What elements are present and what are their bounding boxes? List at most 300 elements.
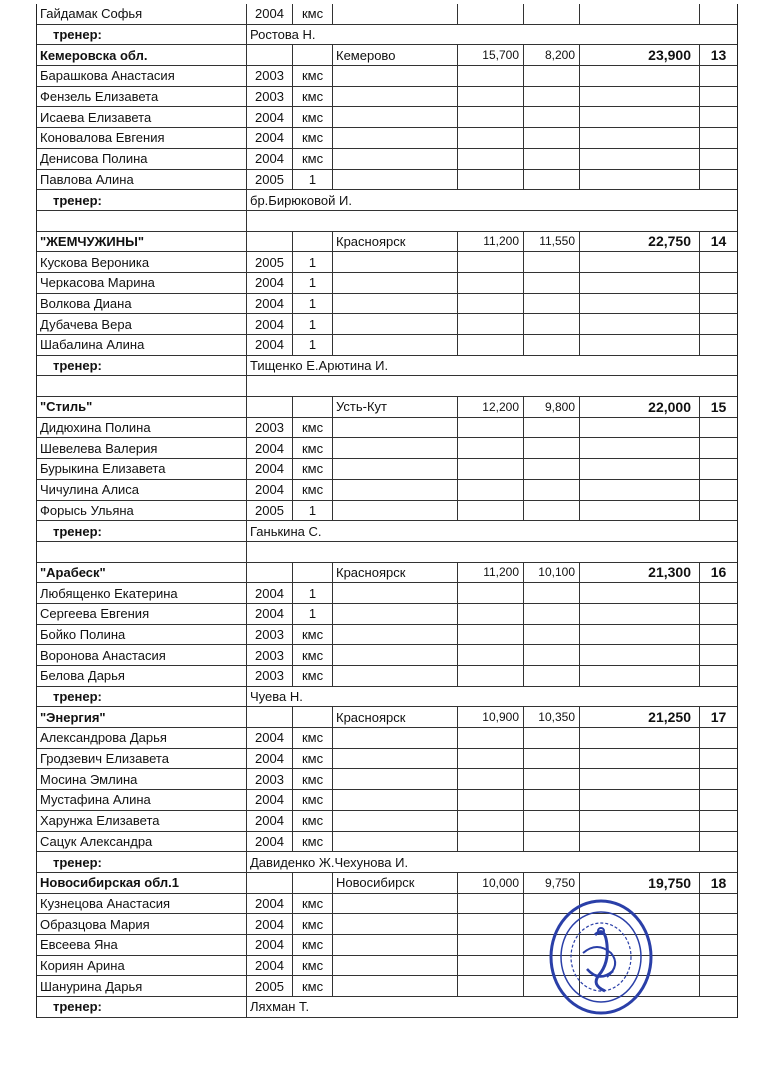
city-cell — [333, 811, 458, 831]
score1-cell — [458, 935, 524, 955]
score-2: 9,800 — [524, 397, 580, 417]
sport-rank: кмс — [293, 832, 333, 852]
sport-rank: кмс — [293, 625, 333, 645]
team-city: Красноярск — [333, 563, 458, 583]
athlete-name: Чичулина Алиса — [37, 480, 247, 500]
score1-cell — [458, 583, 524, 603]
score2-cell — [524, 4, 580, 24]
place-cell — [700, 438, 737, 458]
place-cell — [700, 914, 737, 934]
score2-cell — [524, 790, 580, 810]
athlete-name: Барашкова Анастасия — [37, 66, 247, 86]
score2-cell — [524, 604, 580, 624]
athlete-name: Исаева Елизавета — [37, 107, 247, 127]
athlete-row — [37, 769, 737, 790]
score1-cell — [458, 438, 524, 458]
birth-year: 2004 — [247, 935, 293, 955]
sport-rank: кмс — [293, 107, 333, 127]
score1-cell — [458, 625, 524, 645]
score2-cell — [524, 438, 580, 458]
total-cell — [580, 252, 700, 272]
birth-year: 2004 — [247, 128, 293, 148]
total-cell — [580, 728, 700, 748]
score1-cell — [458, 501, 524, 521]
city-cell — [333, 480, 458, 500]
score1-cell — [458, 294, 524, 314]
sport-rank: кмс — [293, 149, 333, 169]
place-cell — [700, 935, 737, 955]
place-cell — [700, 294, 737, 314]
place-cell — [700, 769, 737, 789]
athlete-row — [37, 832, 737, 853]
coach-row — [37, 190, 737, 211]
sport-rank: кмс — [293, 976, 333, 996]
total-cell — [580, 294, 700, 314]
score1-cell — [458, 769, 524, 789]
place-cell — [700, 501, 737, 521]
coach-label: тренер: — [37, 25, 247, 45]
sport-rank: кмс — [293, 128, 333, 148]
team-name: Кемеровска обл. — [37, 45, 247, 65]
total-score: 19,750 — [580, 873, 700, 893]
sport-rank: 1 — [293, 335, 333, 355]
city-cell — [333, 790, 458, 810]
score1-cell — [458, 894, 524, 914]
total-cell — [580, 480, 700, 500]
rank-cell — [293, 707, 333, 727]
place-cell — [700, 480, 737, 500]
birth-year: 2005 — [247, 252, 293, 272]
score1-cell — [458, 832, 524, 852]
birth-year: 2004 — [247, 273, 293, 293]
place-cell — [700, 149, 737, 169]
city-cell — [333, 832, 458, 852]
athlete-row — [37, 604, 737, 625]
results-table — [36, 4, 738, 1018]
athlete-row — [37, 273, 737, 294]
score1-cell — [458, 645, 524, 665]
athlete-row — [37, 335, 737, 356]
score1-cell — [458, 273, 524, 293]
sport-rank: кмс — [293, 894, 333, 914]
city-cell — [333, 294, 458, 314]
city-cell — [333, 749, 458, 769]
athlete-name: Воронова Анастасия — [37, 645, 247, 665]
blank-row — [37, 376, 737, 397]
score2-cell — [524, 625, 580, 645]
score2-cell — [524, 501, 580, 521]
blank-row — [37, 542, 737, 563]
athlete-name: Любященко Екатерина — [37, 583, 247, 603]
score-2: 11,550 — [524, 232, 580, 252]
city-cell — [333, 666, 458, 686]
coach-row — [37, 25, 737, 46]
sport-rank: 1 — [293, 501, 333, 521]
team-name: "Арабеск" — [37, 563, 247, 583]
blank-cell — [247, 542, 737, 562]
place-cell — [700, 335, 737, 355]
sport-rank: кмс — [293, 418, 333, 438]
athlete-row — [37, 645, 737, 666]
place-cell — [700, 625, 737, 645]
city-cell — [333, 583, 458, 603]
sport-rank: кмс — [293, 790, 333, 810]
city-cell — [333, 894, 458, 914]
sport-rank: 1 — [293, 273, 333, 293]
sport-rank: кмс — [293, 914, 333, 934]
athlete-row — [37, 583, 737, 604]
score1-cell — [458, 666, 524, 686]
score-1: 11,200 — [458, 563, 524, 583]
score1-cell — [458, 459, 524, 479]
coach-name: Тищенко Е.Арютина И. — [250, 358, 389, 374]
athlete-row — [37, 87, 737, 108]
city-cell — [333, 645, 458, 665]
place-cell — [700, 87, 737, 107]
athlete-name: Шабалина Алина — [37, 335, 247, 355]
total-cell — [580, 87, 700, 107]
score-1: 15,700 — [458, 45, 524, 65]
athlete-name: Дубачева Вера — [37, 314, 247, 334]
athlete-name: Волкова Диана — [37, 294, 247, 314]
score2-cell — [524, 749, 580, 769]
athlete-name: Дидюхина Полина — [37, 418, 247, 438]
score2-cell — [524, 583, 580, 603]
place-cell — [700, 107, 737, 127]
athlete-row — [37, 170, 737, 191]
coach-label: тренер: — [37, 997, 247, 1017]
sport-rank: кмс — [293, 956, 333, 976]
coach-name: Чуева Н. — [250, 689, 303, 705]
score1-cell — [458, 128, 524, 148]
score1-cell — [458, 4, 524, 24]
total-cell — [580, 170, 700, 190]
total-cell — [580, 769, 700, 789]
birth-year: 2004 — [247, 438, 293, 458]
score-2: 10,350 — [524, 707, 580, 727]
score1-cell — [458, 87, 524, 107]
athlete-row — [37, 459, 737, 480]
city-cell — [333, 87, 458, 107]
coach-name: Ганькина С. — [250, 523, 322, 539]
place-cell — [700, 832, 737, 852]
birth-year: 2004 — [247, 956, 293, 976]
city-cell — [333, 728, 458, 748]
place: 14 — [710, 233, 727, 250]
score1-cell — [458, 66, 524, 86]
city-cell — [333, 976, 458, 996]
score1-cell — [458, 314, 524, 334]
place-cell — [700, 418, 737, 438]
athlete-name: Коновалова Евгения — [37, 128, 247, 148]
place-cell — [700, 170, 737, 190]
total-cell — [580, 625, 700, 645]
score2-cell — [524, 66, 580, 86]
score2-cell — [524, 273, 580, 293]
athlete-name: Кузнецова Анастасия — [37, 894, 247, 914]
place-cell — [700, 790, 737, 810]
score1-cell — [458, 335, 524, 355]
coach-name: Давиденко Ж.Чехунова И. — [250, 854, 409, 870]
team-name: Новосибирская обл.1 — [37, 873, 247, 893]
sport-rank: 1 — [293, 604, 333, 624]
blank-row — [37, 211, 737, 232]
total-cell — [580, 459, 700, 479]
blank-cell — [37, 542, 247, 562]
score1-cell — [458, 170, 524, 190]
athlete-row — [37, 728, 737, 749]
total-cell — [580, 107, 700, 127]
city-cell — [333, 935, 458, 955]
total-cell — [580, 335, 700, 355]
coach-label: тренер: — [37, 852, 247, 872]
athlete-name: Образцова Мария — [37, 914, 247, 934]
total-cell — [580, 749, 700, 769]
rank-cell — [293, 397, 333, 417]
athlete-row — [37, 149, 737, 170]
score2-cell — [524, 418, 580, 438]
total-score: 21,250 — [580, 707, 700, 727]
athlete-row — [37, 501, 737, 522]
score1-cell — [458, 604, 524, 624]
total-score: 21,300 — [580, 563, 700, 583]
team-city: Красноярск — [333, 707, 458, 727]
city-cell — [333, 335, 458, 355]
athlete-name: Бойко Полина — [37, 625, 247, 645]
sport-rank: кмс — [293, 728, 333, 748]
city-cell — [333, 314, 458, 334]
place-cell — [700, 4, 737, 24]
total-cell — [580, 583, 700, 603]
coach-label: тренер: — [37, 356, 247, 376]
athlete-name: Евсеева Яна — [37, 935, 247, 955]
athlete-name: Шевелева Валерия — [37, 438, 247, 458]
score1-cell — [458, 252, 524, 272]
city-cell — [333, 438, 458, 458]
sport-rank: кмс — [293, 645, 333, 665]
team-name: "ЖЕМЧУЖИНЫ" — [37, 232, 247, 252]
score2-cell — [524, 149, 580, 169]
place-cell — [700, 728, 737, 748]
athlete-row — [37, 749, 737, 770]
score2-cell — [524, 480, 580, 500]
team-row — [37, 397, 737, 418]
birth-year: 2004 — [247, 749, 293, 769]
team-name: "Стиль" — [37, 397, 247, 417]
coach-row — [37, 852, 737, 873]
birth-year: 2004 — [247, 604, 293, 624]
coach-label: тренер: — [37, 687, 247, 707]
birth-year: 2004 — [247, 914, 293, 934]
score2-cell — [524, 128, 580, 148]
score2-cell — [524, 170, 580, 190]
athlete-name: Форысь Ульяна — [37, 501, 247, 521]
sport-rank: кмс — [293, 459, 333, 479]
team-city: Новосибирск — [333, 873, 458, 893]
total-cell — [580, 645, 700, 665]
score2-cell — [524, 294, 580, 314]
sport-rank: кмс — [293, 4, 333, 24]
score1-cell — [458, 811, 524, 831]
score1-cell — [458, 914, 524, 934]
birth-year: 2004 — [247, 459, 293, 479]
rank-cell — [293, 232, 333, 252]
sport-rank: кмс — [293, 749, 333, 769]
place: 16 — [710, 564, 727, 581]
coach-label: тренер: — [37, 190, 247, 210]
place-cell — [700, 666, 737, 686]
score2-cell — [524, 728, 580, 748]
athlete-row — [37, 252, 737, 273]
total-cell — [580, 501, 700, 521]
team-row — [37, 232, 737, 253]
athlete-name: Сергеева Евгения — [37, 604, 247, 624]
city-cell — [333, 956, 458, 976]
score1-cell — [458, 790, 524, 810]
birth-year: 2004 — [247, 107, 293, 127]
city-cell — [333, 418, 458, 438]
coach-name: Ляхман Т. — [250, 999, 310, 1015]
sport-rank: кмс — [293, 811, 333, 831]
birth-year: 2004 — [247, 294, 293, 314]
coach-name: Ростова Н. — [250, 27, 316, 43]
athlete-row — [37, 811, 737, 832]
athlete-name: Гродзевич Елизавета — [37, 749, 247, 769]
athlete-row — [37, 438, 737, 459]
athlete-name: Бурыкина Елизавета — [37, 459, 247, 479]
score2-cell — [524, 769, 580, 789]
total-cell — [580, 790, 700, 810]
score1-cell — [458, 976, 524, 996]
place-cell — [700, 604, 737, 624]
total-cell — [580, 4, 700, 24]
sport-rank: 1 — [293, 170, 333, 190]
total-cell — [580, 273, 700, 293]
place-cell — [700, 583, 737, 603]
birth-year: 2003 — [247, 645, 293, 665]
year-cell — [247, 45, 293, 65]
place: 13 — [710, 47, 727, 64]
score2-cell — [524, 832, 580, 852]
score2-cell — [524, 666, 580, 686]
birth-year: 2004 — [247, 314, 293, 334]
score2-cell — [524, 811, 580, 831]
city-cell — [333, 604, 458, 624]
athlete-row — [37, 107, 737, 128]
athlete-row — [37, 625, 737, 646]
year-cell — [247, 232, 293, 252]
sport-rank: 1 — [293, 314, 333, 334]
team-name: "Энергия" — [37, 707, 247, 727]
score-2: 8,200 — [524, 45, 580, 65]
team-row — [37, 707, 737, 728]
athlete-row — [37, 294, 737, 315]
birth-year: 2003 — [247, 66, 293, 86]
team-row — [37, 563, 737, 584]
team-row — [37, 45, 737, 66]
birth-year: 2004 — [247, 832, 293, 852]
birth-year: 2004 — [247, 4, 293, 24]
athlete-name: Денисова Полина — [37, 149, 247, 169]
sport-rank: кмс — [293, 666, 333, 686]
score2-cell — [524, 87, 580, 107]
score2-cell — [524, 459, 580, 479]
athlete-row — [37, 66, 737, 87]
blank-cell — [37, 211, 247, 231]
birth-year: 2003 — [247, 625, 293, 645]
score1-cell — [458, 149, 524, 169]
city-cell — [333, 273, 458, 293]
year-cell — [247, 873, 293, 893]
coach-row — [37, 687, 737, 708]
sport-rank: кмс — [293, 66, 333, 86]
total-cell — [580, 438, 700, 458]
place: 15 — [710, 398, 727, 415]
place: 18 — [710, 874, 727, 891]
team-city: Кемерово — [333, 45, 458, 65]
athlete-name: Шанурина Дарья — [37, 976, 247, 996]
place-cell — [700, 273, 737, 293]
blank-cell — [247, 211, 737, 231]
score1-cell — [458, 728, 524, 748]
score1-cell — [458, 480, 524, 500]
place-cell — [700, 459, 737, 479]
total-cell — [580, 314, 700, 334]
city-cell — [333, 252, 458, 272]
birth-year: 2004 — [247, 894, 293, 914]
athlete-name: Фензель Елизавета — [37, 87, 247, 107]
score-2: 10,100 — [524, 563, 580, 583]
score-1: 12,200 — [458, 397, 524, 417]
athlete-name: Белова Дарья — [37, 666, 247, 686]
sport-rank: 1 — [293, 583, 333, 603]
score-2: 9,750 — [524, 873, 580, 893]
athlete-name: Сацук Александра — [37, 832, 247, 852]
place-cell — [700, 956, 737, 976]
total-cell — [580, 666, 700, 686]
coach-row — [37, 356, 737, 377]
birth-year: 2003 — [247, 418, 293, 438]
birth-year: 2003 — [247, 87, 293, 107]
year-cell — [247, 707, 293, 727]
team-row — [37, 873, 737, 894]
sport-rank: кмс — [293, 480, 333, 500]
rank-cell — [293, 873, 333, 893]
birth-year: 2004 — [247, 583, 293, 603]
score2-cell — [524, 335, 580, 355]
sport-rank: кмс — [293, 438, 333, 458]
score-1: 10,900 — [458, 707, 524, 727]
city-cell — [333, 149, 458, 169]
place-cell — [700, 811, 737, 831]
birth-year: 2004 — [247, 480, 293, 500]
official-stamp-icon — [543, 895, 655, 1025]
total-score: 22,750 — [580, 232, 700, 252]
birth-year: 2005 — [247, 501, 293, 521]
score-1: 11,200 — [458, 232, 524, 252]
birth-year: 2004 — [247, 335, 293, 355]
athlete-name: Мустафина Алина — [37, 790, 247, 810]
place-cell — [700, 976, 737, 996]
total-cell — [580, 66, 700, 86]
score1-cell — [458, 749, 524, 769]
total-cell — [580, 128, 700, 148]
score2-cell — [524, 107, 580, 127]
place-cell — [700, 128, 737, 148]
athlete-row — [37, 418, 737, 439]
rank-cell — [293, 563, 333, 583]
total-score: 22,000 — [580, 397, 700, 417]
